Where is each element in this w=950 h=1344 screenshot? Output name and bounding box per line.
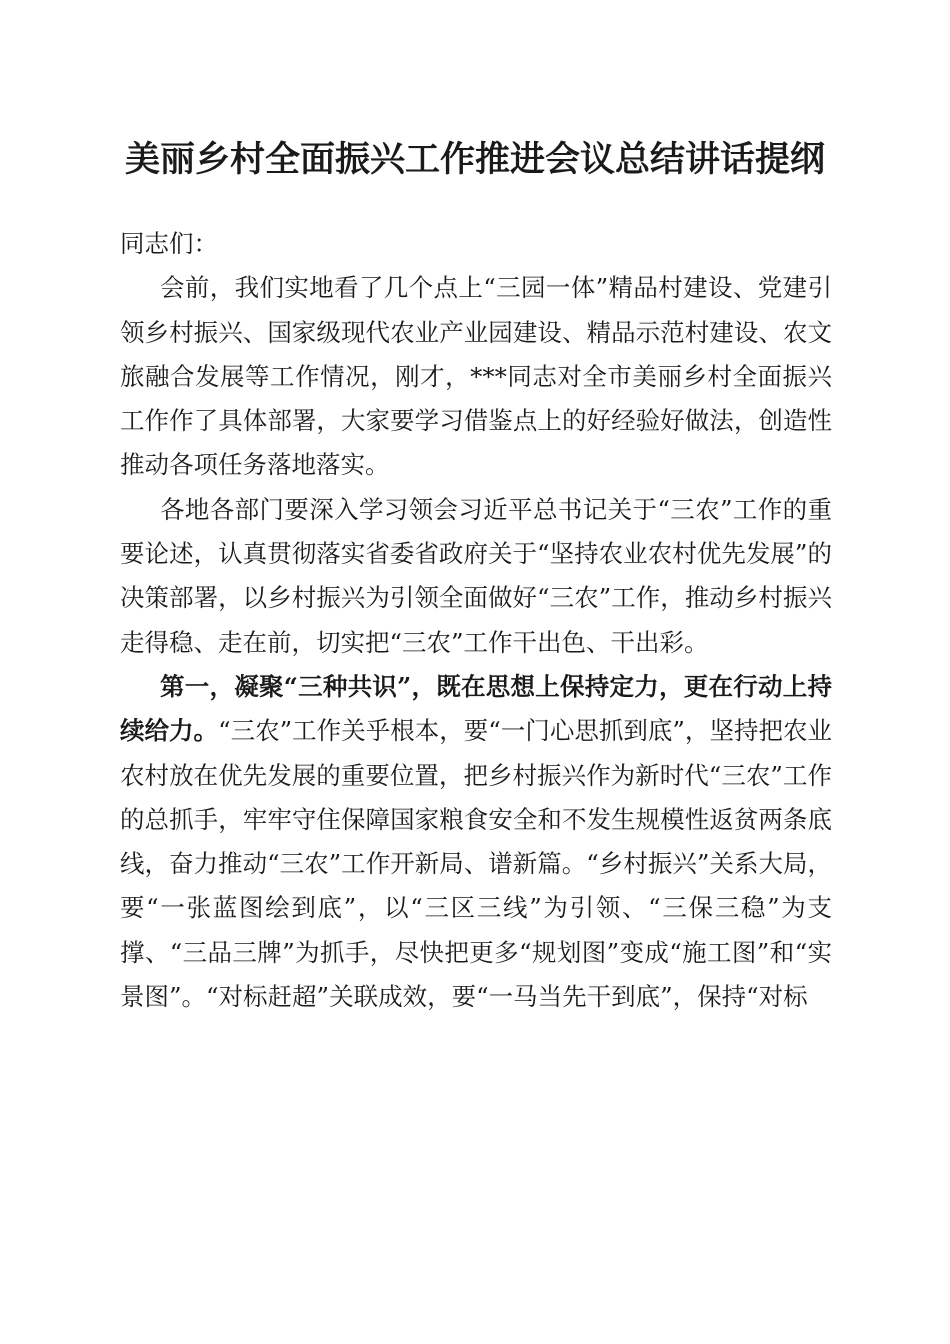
paragraph-1: 会前，我们实地看了几个点上“三园一体”精品村建设、党建引领乡村振兴、国家级现代农业产业园建设、精品示范村建设、农文旅融合发展等工作情况，刚才，***同志对全市美丽乡村全面振兴工作作了具体部署，大家要学习借鉴点上的好经验好做法，创造性推动各项任务落地落实。 xyxy=(120,273,832,480)
salutation: 同志们： xyxy=(120,229,218,258)
paragraph-3 xyxy=(120,665,832,1019)
document-body xyxy=(120,222,832,1019)
paragraph-3-body: “三农”工作关乎根本，要“一门心思抓到底”，坚持把农业农村放在优先发展的重要位置，把乡村振兴作为新时代“三农”工作的总抓手，牢牢守住保障国家粮食安全和不发生规模性返贫两条底线，奋力推动“三农”工作开新局、谱新篇。“乡村振兴”关系大局，要“一张蓝图绘到底”，以“三区三线”为引领、“三保三稳”为支撑、“三品三牌”为抓手，尽快把更多“规划图”变成“施工图”和“实景图”。“对标赶超”关联成效，要“一马当先干到底”，保持“对标 xyxy=(120,716,832,1012)
document-title: 美丽乡村全面振兴工作推进会议总结讲话提纲 xyxy=(124,139,825,180)
paragraph-2: 各地各部门要深入学习领会习近平总书记关于“三农”工作的重要论述，认真贯彻落实省委省政府关于“坚持农业农村优先发展”的决策部署，以乡村振兴为引领全面做好“三农”工作，推动乡村振兴走得稳、走在前，切实把“三农”工作干出色、干出彩。 xyxy=(120,494,832,657)
paragraph-3-lead: 第一，凝聚“三种共识”，既在思想上保持定力，更在行动上持续给力。 xyxy=(120,671,832,746)
